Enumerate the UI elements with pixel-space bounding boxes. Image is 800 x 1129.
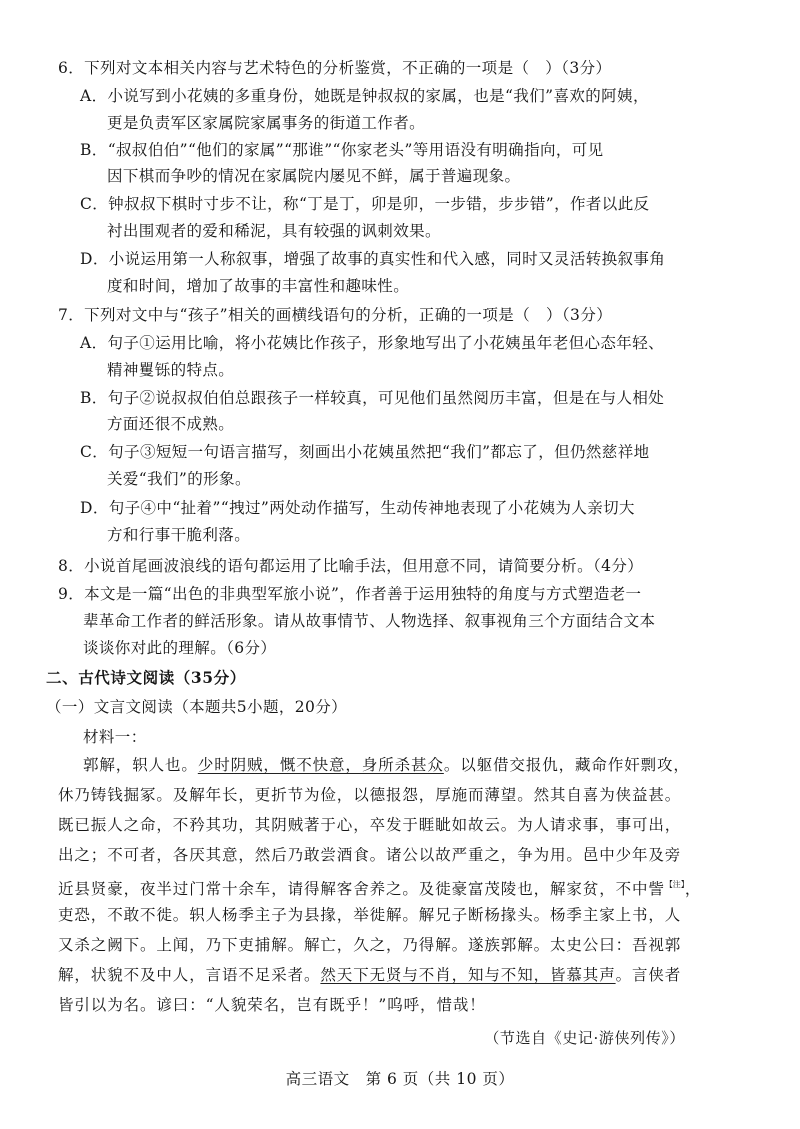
question-6-option-c [0, 194, 800, 214]
passage-line-3-text: 既已振人之命，不矜其功，其阴贼著于心，卒发于睚眦如故云。为人请求事，事可出， [58, 816, 682, 834]
question-7-option-d-cont [0, 525, 800, 545]
passage-source: （节选自《史记·游侠列传》） [484, 1029, 685, 1047]
passage-line-2-text: 休乃铸钱掘冢。及解年长，更折节为俭，以德报怨，厚施而薄望。然其自喜为侠益甚。 [58, 786, 682, 804]
question-9-line1-text: 9．本文是一篇“出色的非典型军旅小说”，作者善于运用独特的角度与方式塑造老一 [58, 585, 642, 603]
passage-line-6-text: 吏恐，不敢不徙。轵人杨季主子为县掾，举徙解。解兄子断杨掾头。杨季主家上书，人 [58, 906, 682, 924]
question-7-option-c [0, 442, 800, 462]
question-6-option-a-line1: A．小说写到小花姨的多重身份，她既是钟叔叔的家属，也是“我们”喜欢的阿姨， [80, 87, 649, 105]
question-7-stem [0, 305, 800, 325]
question-9-line2 [0, 611, 800, 631]
passage-line-8-c: 。言侠者 [615, 966, 682, 984]
passage-line-5-a: 近县贤豪，夜半过门常十余车，请得解客舍养之。及徙豪富茂陵也，解家贫，不中訾 [58, 880, 665, 898]
question-8-stem-text: 8．小说首尾画波浪线的语句都运用了比喻手法，但用意不同，请简要分析。（4分） [58, 557, 644, 575]
question-6-option-c-line2: 衬出围观者的爱和稀泥，具有较强的讽刺效果。 [107, 222, 441, 240]
passage-line-4 [0, 845, 800, 865]
passage-line-3 [0, 815, 800, 835]
question-7-option-b-cont [0, 414, 800, 434]
question-7-option-c-line1: C．句子③短短一句语言描写，刻画出小花姨虽然把“我们”都忘了，但仍然慈祥地 [80, 443, 650, 461]
question-7-stem-text: 7．下列对文中与“孩子”相关的画横线语句的分析，正确的一项是（ ）（3分） [58, 306, 613, 324]
question-6-option-d [0, 249, 800, 269]
passage-underlined-sentence-2: 然天下无贤与不肖，知与不知，皆慕其声 [320, 966, 616, 984]
question-6-option-d-line1: D．小说运用第一人称叙事，增强了故事的真实性和代入感，同时又灵活转换叙事角 [80, 250, 666, 268]
question-6-option-b-cont [0, 166, 800, 186]
question-6-option-c-line1: C．钟叔叔下棋时寸步不让，称“丁是丁，卯是卯，一步错，步步错”，作者以此反 [80, 195, 650, 213]
question-7-option-a-line1: A．句子①运用比喻，将小花姨比作孩子，形象地写出了小花姨虽年老但心态年轻、 [80, 334, 664, 352]
question-7-option-b [0, 388, 800, 408]
passage-line-7-text: 又杀之阙下。上闻，乃下吏捕解。解亡，久之，乃得解。遂族郭解。太史公曰：吾视郭 [58, 936, 682, 954]
passage-line-8-a: 解，状貌不及中人，言语不足采者。 [58, 966, 321, 984]
passage-line-9 [0, 995, 800, 1015]
section-2-title-text: 二、古代诗文阅读（35分） [46, 668, 246, 687]
section-2-title [0, 668, 800, 688]
passage-line-5-b: ， [684, 880, 702, 898]
passage-line-1 [0, 755, 800, 775]
question-6-option-a-line2: 更是负责军区家属院家属事务的街道工作者。 [107, 114, 426, 132]
question-9-line1 [0, 584, 800, 604]
passage-underlined-sentence-1: 少时阴贼，慨不快意，身所杀甚众 [197, 756, 444, 774]
question-6-option-b [0, 140, 800, 160]
question-8-stem [0, 556, 800, 576]
question-7-option-c-cont [0, 469, 800, 489]
question-9-line2-text: 辈革命工作者的鲜活形象。请从故事情节、人物选择、叙事视角三个方面结合文本 [83, 612, 656, 630]
page-footer: 高三语文 第 6 页（共 10 页） [285, 1070, 515, 1088]
passage-line-2 [0, 785, 800, 805]
passage-line-5 [0, 875, 800, 899]
question-6-stem-text: 6．下列对文本相关内容与艺术特色的分析鉴赏，不正确的一项是（ ）（3分） [58, 59, 612, 77]
question-7-option-c-line2: 关爱“我们”的形象。 [107, 470, 251, 488]
question-6-option-a [0, 86, 800, 106]
material-heading-text: 材料一： [83, 728, 147, 746]
passage-line-1-a: 郭解，轵人也。 [83, 756, 198, 774]
question-6-option-c-cont [0, 221, 800, 241]
question-6-option-d-cont [0, 276, 800, 296]
question-6-option-d-line2: 度和时间，增加了故事的丰富性和趣味性。 [107, 277, 410, 295]
question-6-option-a-cont [0, 113, 800, 133]
question-6-option-b-line1: B．“叔叔伯伯”“他们的家属”“那谁”“你家老头”等用语没有明确指向，可见 [80, 141, 604, 159]
passage-line-1-c: 。以躯借交报仇，藏命作奸剽攻， [443, 756, 690, 774]
question-9-line3 [0, 638, 800, 658]
section-2-subtitle [0, 697, 800, 717]
passage-line-8 [0, 965, 800, 985]
passage-line-6 [0, 905, 800, 925]
passage-line-7 [0, 935, 800, 955]
question-7-option-b-line2: 方面还很不成熟。 [107, 415, 235, 433]
question-7-option-a-cont [0, 360, 800, 380]
passage-line-9-text: 皆引以为名。谚曰：“人貌荣名，岂有既乎！”呜呼，惜哉！ [58, 996, 486, 1014]
section-2-subtitle-text: （一）文言文阅读（本题共5小题，20分） [46, 698, 348, 716]
question-7-option-d-line2: 方和行事干脆利落。 [107, 526, 251, 544]
question-7-option-d-line1: D．句子④中“扯着”“拽过”两处动作描写，生动传神地表现了小花姨为人亲切大 [80, 499, 635, 517]
question-9-line3-text: 谈谈你对此的理解。（6分） [83, 639, 277, 657]
passage-line-4-text: 出之；不可者，各厌其意，然后乃敢尝酒食。诸公以故严重之，争为用。邑中少年及旁 [58, 846, 682, 864]
question-7-option-b-line1: B．句子②说叔叔伯伯总跟孩子一样较真，可见他们虽然阅历丰富，但是在与人相处 [80, 389, 665, 407]
footnote-marker: 【注】 [664, 880, 685, 889]
question-7-option-a-line2: 精神矍铄的特点。 [107, 361, 235, 379]
question-7-option-d [0, 498, 800, 518]
material-heading [0, 727, 800, 747]
question-6-stem [0, 58, 800, 78]
question-6-option-b-line2: 因下棋而争吵的情况在家属院内屡见不鲜，属于普遍现象。 [107, 167, 521, 185]
question-7-option-a [0, 333, 800, 353]
